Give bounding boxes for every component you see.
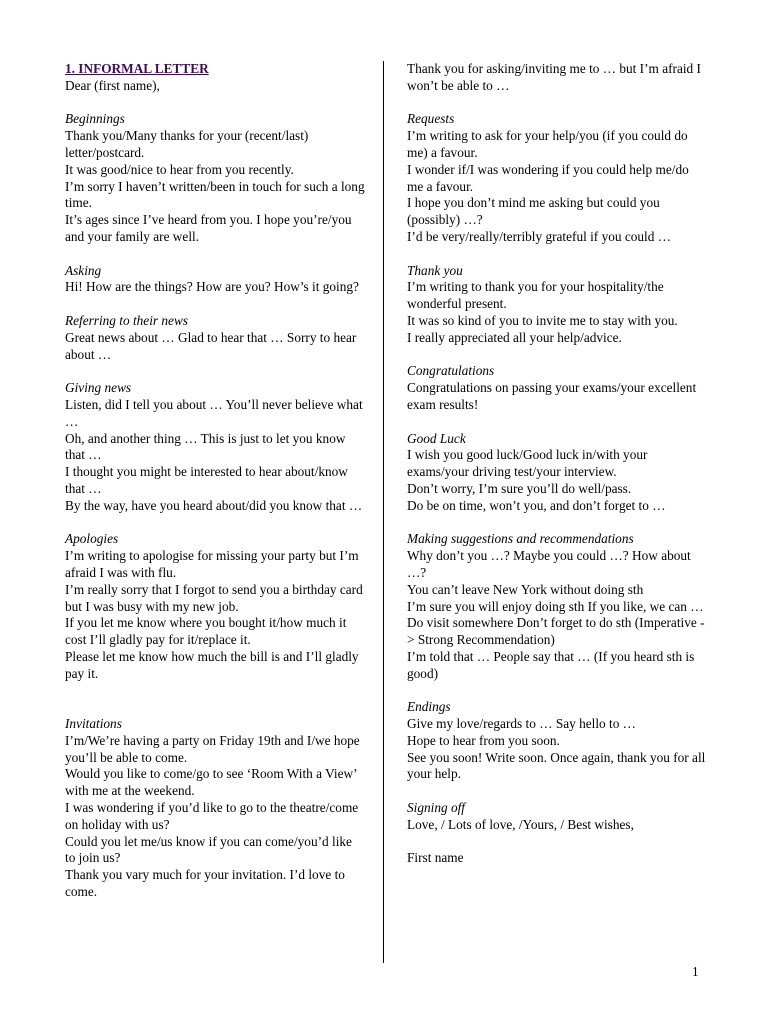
section-heading: Beginnings [65, 111, 125, 127]
phrase-line: I’d be very/really/terribly grateful if you could … [407, 228, 671, 244]
phrase-line: Thank you vary much for your invitation. I’d love to come. [65, 867, 345, 900]
phrase-line: Hi! How are the things? How are you? How’s it going? [65, 279, 359, 295]
phrase-line: I hope you don’t mind me asking but could you (possibly) …? [407, 195, 660, 228]
phrase-line: Give my love/regards to … Say hello to … [407, 716, 636, 732]
section-invitations [65, 716, 365, 901]
phrase-line: Great news about … Glad to hear that … Sorry to hear about … [65, 329, 357, 362]
section-heading: Asking [65, 262, 102, 278]
phrase-line: It was good/nice to hear from you recently. [65, 161, 294, 177]
salutation: Dear (first name), [65, 77, 160, 93]
section-beginnings [65, 111, 365, 245]
signature: First name [407, 850, 464, 866]
phrase-line: You can’t leave New York without doing sth [407, 581, 644, 597]
section-congratulations [407, 363, 707, 413]
page-number: 1 [692, 964, 699, 979]
phrase-line: Why don’t you …? Maybe you could …? How about …? [407, 548, 691, 580]
section-heading: Good Luck [407, 430, 466, 446]
section-apologies [65, 531, 365, 682]
section-good-luck [407, 431, 707, 515]
phrase-line: Thank you for asking/inviting me to … but I’m afraid I won’t be able to … [407, 61, 701, 93]
section-heading: Endings [407, 699, 451, 715]
right-sections [407, 111, 707, 833]
phrase-line: I’m really sorry that I forgot to send you a birthday card but I was busy with my new job. [65, 581, 363, 614]
phrase-line: See you soon! Write soon. Once again, thank you for all your help. [407, 749, 706, 782]
section-heading: Thank you [407, 262, 463, 278]
phrase-line: I’m told that … People say that … (If you heard sth is good) [407, 648, 695, 681]
phrase-line: I wish you good luck/Good luck in/with your exams/your driving test/your interview. [407, 447, 648, 480]
phrase-line: Don’t worry, I’m sure you’ll do well/pass. [407, 480, 632, 496]
section-heading: Congratulations [407, 363, 495, 379]
phrase-line: Thank you/Many thanks for your (recent/last) letter/postcard. [65, 128, 309, 160]
section-thank-you [407, 263, 707, 347]
section-heading: Signing off [407, 800, 465, 816]
right-column [407, 61, 707, 867]
phrase-line: Hope to hear from you soon. [407, 732, 560, 748]
column-divider [383, 61, 384, 963]
phrase-line: I’m sorry I haven’t written/been in touch for such a long time. [65, 178, 365, 211]
phrase-line: I’m writing to thank you for your hospitality/the wonderful present. [407, 279, 664, 312]
phrase-line: Do be on time, won’t you, and don’t forget to … [407, 497, 666, 513]
section-giving-news [65, 380, 365, 514]
phrase-line: Listen, did I tell you about … You’ll never believe what … [65, 396, 363, 429]
phrase-line: Do visit somewhere Don’t forget to do sth (Imperative -> Strong Recommendation) [407, 615, 705, 648]
section-signing-off [407, 800, 707, 834]
phrase-line: I’m sure you will enjoy doing sth If you like, we can … [407, 598, 704, 614]
phrase-line: It was so kind of you to invite me to stay with you. [407, 312, 678, 328]
phrase-line: I wonder if/I was wondering if you could help me/do me a favour. [407, 161, 689, 194]
phrase-line: Congratulations on passing your exams/your excellent exam results! [407, 380, 697, 412]
phrase-line: Would you like to come/go to see ‘Room With a View’ with me at the weekend. [65, 766, 357, 799]
left-sections [65, 111, 365, 900]
phrase-line: I thought you might be interested to hear about/know that … [65, 464, 348, 496]
phrase-line: Love, / Lots of love, /Yours, / Best wishes, [407, 816, 634, 832]
phrase-line: I’m writing to ask for your help/you (if you could do me) a favour. [407, 128, 688, 160]
phrase-line: Could you let me/us know if you can come/you’d like to join us? [65, 833, 352, 866]
phrase-line: I was wondering if you’d like to go to the theatre/come on holiday with us? [65, 800, 359, 832]
salutation-block [65, 78, 365, 95]
phrase-line: I really appreciated all your help/advice. [407, 329, 622, 345]
phrase-line: Please let me know how much the bill is and I’ll gladly pay it. [65, 648, 359, 681]
section-requests [407, 111, 707, 245]
phrase-line: I’m writing to apologise for missing your party but I’m afraid I was with flu. [65, 548, 359, 580]
section-heading: Making suggestions and recommendations [407, 531, 634, 547]
section-making-suggestions-and-recommendations [407, 531, 707, 682]
section-heading: Giving news [65, 380, 132, 396]
section-heading: Invitations [65, 716, 122, 732]
phrase-line: If you let me know where you bought it/how much it cost I’ll gladly pay for it/replace it. [65, 615, 347, 648]
section-referring-to-their-news [65, 313, 365, 363]
section-heading: Referring to their news [65, 312, 188, 328]
phrase-line: It’s ages since I’ve heard from you. I hope you’re/you and your family are well. [65, 212, 352, 244]
section-asking [65, 263, 365, 297]
section-heading: Apologies [65, 531, 119, 547]
phrase-line: I’m/We’re having a party on Friday 19th and I/we hope you’ll be able to come. [65, 732, 360, 765]
right-intro [407, 61, 707, 95]
document-title: 1. INFORMAL LETTER [65, 61, 209, 76]
section-endings [407, 699, 707, 783]
left-column [65, 61, 365, 918]
phrase-line: By the way, have you heard about/did you know that … [65, 497, 363, 513]
section-heading: Requests [407, 111, 455, 127]
phrase-line: Oh, and another thing … This is just to let you know that … [65, 430, 346, 463]
